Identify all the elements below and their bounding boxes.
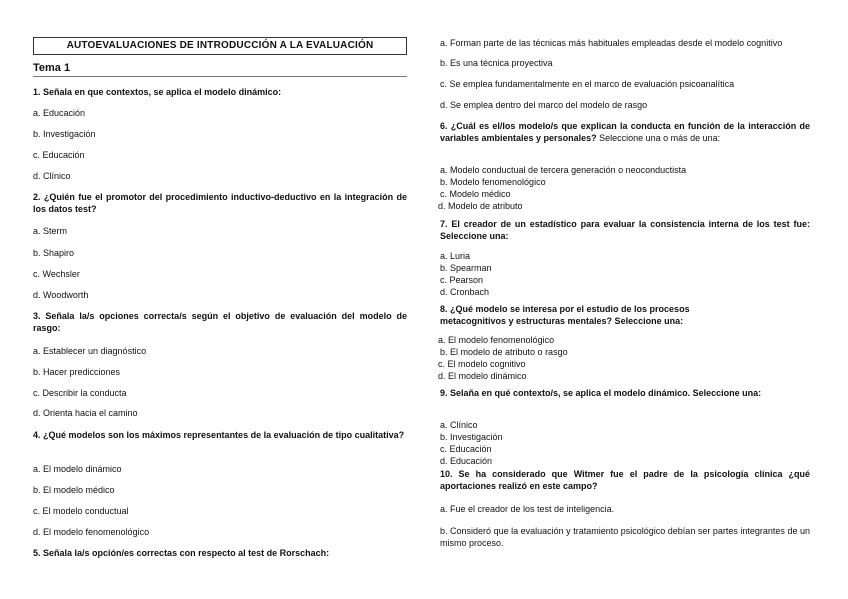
- option: a. Educación: [33, 108, 86, 118]
- option: a. Luria: [440, 251, 471, 261]
- option: b. El modelo de atributo o rasgo: [440, 347, 568, 357]
- question-text: 6. ¿Cuál es el/los modelo/s que explican la conducta en función de la interacción de variables ambientales y personales?: [440, 121, 810, 143]
- option: b. El modelo médico: [33, 485, 115, 495]
- option: a. Forman parte de las técnicas más habituales empleadas desde el modelo cognitivo: [440, 38, 783, 48]
- option: b. Investigación: [440, 432, 503, 442]
- option: c. Describir la conducta: [33, 388, 127, 398]
- option: a. Fue el creador de los test de inteligencia.: [440, 504, 615, 514]
- option: d. Clínico: [33, 171, 71, 181]
- option: a. Modelo conductual de tercera generación o neoconductista: [440, 165, 687, 175]
- option: b. Shapiro: [33, 248, 75, 258]
- option: d. Se emplea dentro del marco del modelo de rasgo: [440, 100, 648, 110]
- option: c. Educación: [440, 444, 492, 454]
- option: d. Orienta hacia el camino: [33, 408, 138, 418]
- option: b. Spearman: [440, 263, 492, 273]
- option: c. Educación: [33, 150, 85, 160]
- question-note: Seleccione una o más de una:: [599, 133, 721, 143]
- question-3: 3. Señala la/s opciones correcta/s según el objetivo de evaluación del modelo de rasgo:: [33, 311, 407, 333]
- option: c. El modelo conductual: [33, 506, 129, 516]
- option: a. Sterm: [33, 226, 68, 236]
- question-10: 10. Se ha considerado que Witmer fue el padre de la psicología clínica ¿qué aportaciones realizó en este campo?: [440, 469, 810, 491]
- question-4: 4. ¿Qué modelos son los máximos representantes de la evaluación de tipo cualitativa?: [33, 430, 405, 440]
- section-heading: Tema 1: [33, 61, 407, 77]
- option: c. Wechsler: [33, 269, 80, 279]
- option: c. Modelo médico: [440, 189, 511, 199]
- question-6: [440, 120, 810, 144]
- option: d. Educación: [440, 456, 493, 466]
- option: a. El modelo fenomenológico: [438, 335, 555, 345]
- option: b. Investigación: [33, 129, 96, 139]
- option: c. Se emplea fundamentalmente en el marco de evaluación psicoanalítica: [440, 79, 735, 89]
- document-title: AUTOEVALUACIONES DE INTRODUCCIÓN A LA EVALUACIÓN: [33, 37, 407, 55]
- option: b. Modelo fenomenológico: [440, 177, 546, 187]
- question-5: 5. Señala la/s opción/es correctas con respecto al test de Rorschach:: [33, 548, 330, 558]
- option: d. Woodworth: [33, 290, 89, 300]
- option: d. El modelo dinámico: [438, 371, 527, 381]
- option: c. El modelo cognitivo: [438, 359, 526, 369]
- question-2: 2. ¿Quién fue el promotor del procedimiento inductivo-deductivo en la integración de los datos test?: [33, 192, 407, 214]
- option: d. Modelo de atributo: [438, 201, 523, 211]
- option: a. Clínico: [440, 420, 478, 430]
- question-9: 9. Selaña en qué contexto/s, se aplica el modelo dinámico. Seleccione una:: [440, 388, 762, 398]
- question-8: 8. ¿Qué modelo se interesa por el estudio de los procesos metacognitivos y estructuras mentales? Seleccione una:: [440, 304, 690, 326]
- option: a. Establecer un diagnóstico: [33, 346, 147, 356]
- option: b. Hacer predicciones: [33, 367, 121, 377]
- option: d. El modelo fenomenológico: [33, 527, 150, 537]
- question-1: 1. Señala en que contextos, se aplica el modelo dinámico:: [33, 87, 282, 97]
- option: b. Consideró que la evaluación y tratamiento psicológico debían ser partes integrantes de un mismo proceso.: [440, 526, 810, 548]
- option: b. Es una técnica proyectiva: [440, 58, 553, 68]
- option: c. Pearson: [440, 275, 484, 285]
- question-7: 7. El creador de un estadístico para evaluar la consistencia interna de los test fue: Seleccione una:: [440, 219, 810, 241]
- option: d. Cronbach: [440, 287, 490, 297]
- option: a. El modelo dinámico: [33, 464, 122, 474]
